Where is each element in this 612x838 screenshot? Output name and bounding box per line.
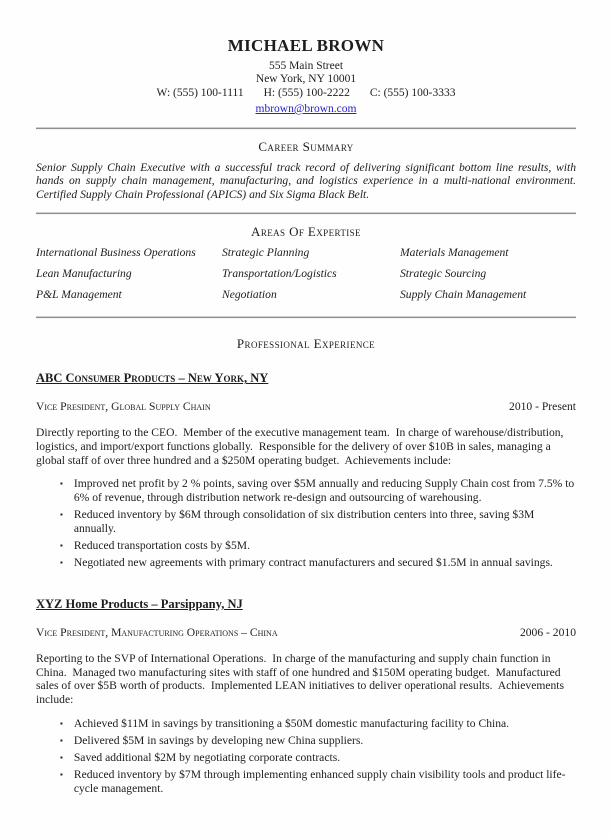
phone-home: H: (555) 100-2222 — [263, 87, 350, 99]
bullet-square-icon: ▪ — [60, 752, 63, 762]
achievement-text: Reduced inventory by $6M through consolidation of six distribution centers into three, saving $3M annually. — [73, 508, 535, 536]
section-divider — [36, 316, 576, 319]
achievement-text: Reduced transportation costs by $5M. — [73, 538, 250, 552]
achievement-item — [60, 768, 576, 796]
company-heading: XYZ Home Products – Parsippany, NJ — [36, 596, 243, 611]
achievement-text: Delivered $5M in savings by developing new China suppliers. — [73, 733, 364, 747]
email-row — [36, 102, 576, 116]
bullet-square-icon: ▪ — [60, 718, 63, 728]
job-summary: Reporting to the SVP of International Operations. In charge of the manufacturing and supply chain function in China. Managed two manufacturing sites with staff of one hundred and $150M operating budget. Manufactured sales of over $5B worth of products. Implemented LEAN initiatives to deliver operational results. Achievements include: — [36, 651, 567, 706]
bullet-square-icon: ▪ — [60, 510, 63, 520]
phone-cell: C: (555) 100-3333 — [369, 87, 456, 99]
expertise-item: International Business Operations — [36, 246, 196, 260]
expertise-item: Negotiation — [222, 288, 277, 302]
expertise-heading: Areas Of Expertise — [251, 224, 361, 240]
address-line-1: 555 Main Street — [268, 60, 344, 72]
expertise-item: P&L Management — [36, 288, 122, 302]
achievements-list — [36, 717, 576, 796]
job-title: Vice President, Manufacturing Operations – China — [36, 625, 278, 639]
job-dates: 2006 - 2010 — [519, 625, 576, 639]
phone-line — [36, 87, 576, 100]
experience-heading: Professional Experience — [236, 336, 376, 352]
achievement-text: Achieved $11M in savings by transitioning a $50M domestic manufacturing facility to China. — [73, 716, 510, 730]
phone-work: W: (555) 100-1111 — [156, 87, 244, 99]
job-xyz-home-products — [36, 597, 576, 796]
achievement-item — [60, 539, 576, 553]
bullet-square-icon: ▪ — [60, 769, 63, 779]
bullet-square-icon: ▪ — [60, 735, 63, 745]
achievements-list — [36, 477, 576, 570]
bullet-square-icon: ▪ — [60, 479, 63, 489]
section-divider — [36, 212, 576, 215]
expertise-item: Strategic Planning — [222, 246, 310, 260]
address-line-2: New York, NY 10001 — [255, 73, 357, 85]
experience-section — [36, 336, 576, 795]
achievement-item — [60, 734, 576, 748]
achievement-text: Reduced inventory by $7M through implementing enhanced supply chain visibility tools and product life-cycle management. — [73, 767, 566, 795]
bullet-square-icon: ▪ — [60, 540, 63, 550]
job-title-row — [36, 400, 576, 413]
expertise-item: Lean Manufacturing — [36, 267, 132, 281]
company-heading: ABC Consumer Products – New York, NY — [36, 371, 269, 386]
achievement-item — [60, 556, 576, 570]
career-summary-heading: Career Summary — [258, 139, 354, 154]
candidate-name: MICHAEL BROWN — [227, 36, 385, 55]
achievement-item — [60, 508, 576, 536]
job-abc-consumer-products — [36, 371, 576, 570]
job-summary: Directly reporting to the CEO. Member of the executive management team. In charge of warehouse/distribution, logistics, and import/export functions globally. Responsible for the delivery of over $10B in sales, managing a global staff of over three hundred and a $250M operating budget. Achievements include: — [36, 426, 567, 467]
achievement-text: Saved additional $2M by negotiating corporate contracts. — [73, 750, 341, 764]
achievement-text: Improved net profit by 2 % points, saving over $5M annually and reducing Supply Chain cost from 7.5% to 6% of revenue, through distribution network re-design and outsourcing of warehousing. — [73, 477, 575, 505]
achievement-text: Negotiated new agreements with primary contract manufacturers and secured $1.5M in annual savings. — [73, 555, 553, 569]
expertise-item: Transportation/Logistics — [222, 267, 337, 281]
expertise-section — [36, 224, 576, 301]
expertise-grid — [36, 246, 576, 301]
job-dates: 2010 - Present — [509, 400, 576, 414]
career-summary-section — [36, 139, 582, 201]
expertise-item: Strategic Sourcing — [400, 267, 487, 281]
bullet-square-icon: ▪ — [60, 557, 63, 567]
job-title: Vice President, Global Supply Chain — [36, 400, 211, 414]
expertise-item: Materials Management — [400, 246, 509, 260]
email-link[interactable]: mbrown@brown.com — [255, 103, 357, 115]
job-title-row — [36, 626, 576, 639]
achievement-item — [60, 717, 576, 731]
resume-header — [36, 36, 576, 116]
expertise-item: Supply Chain Management — [400, 288, 527, 302]
achievement-item — [60, 751, 576, 765]
achievement-item — [60, 477, 576, 505]
section-divider — [36, 127, 576, 130]
career-summary-text: Senior Supply Chain Executive with a successful track record of delivering significant bottom line results, with hands on supply chain management, manufacturing, and logistics experience in a multi-national environment. Certified Supply Chain Professional (APICS) and Six Sigma Black Belt. — [36, 161, 582, 201]
